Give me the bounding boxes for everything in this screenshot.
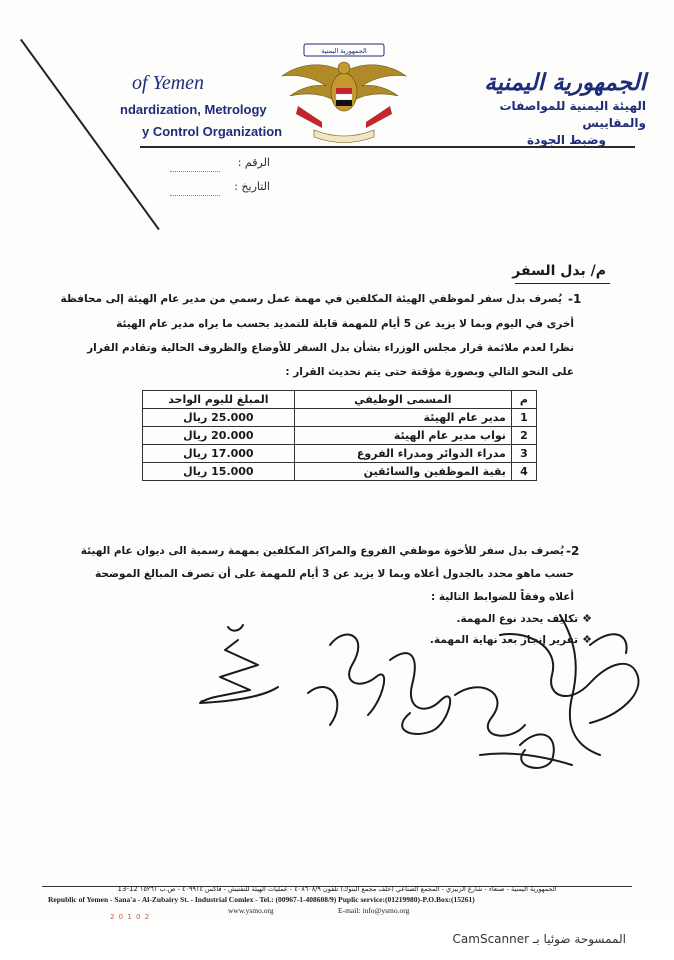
row-job-title: مدراء الدوائر ومدراء الفروع — [294, 445, 511, 463]
page-edge-line — [20, 39, 160, 230]
item-2-line-2: حسب ماهو محدد بالجدول أعلاه وبما لا يزيد عن 3 أيام للمهمة على أن تصرف المبالغ الموضحة — [94, 568, 574, 580]
row-job-title: نواب مدير عام الهيئة — [294, 427, 511, 445]
ref-number-label: الرقم : — [237, 156, 270, 169]
row-number: 3 — [511, 445, 536, 463]
row-number: 4 — [511, 463, 536, 481]
arabic-org-line-1: الهيئة اليمنية للمواصفات والمقاييس — [499, 99, 646, 130]
row-number: 1 — [511, 409, 536, 427]
item-1-line-2: أخرى في اليوم وبما لا يزيد عن 5 أيام للمهمة قابلة للتمديد بحسب ما يراه مدير عام الهيئة — [116, 318, 574, 330]
item-1-line-4: على النحو التالي وبصورة مؤقتة حتى يتم تحديث القرار : — [285, 366, 574, 378]
item-1-line-1: يُصرف بدل سفر لموظفي الهيئة المكلفين في مهمة عمل رسمي من مدير عام الهيئة إلى محافظة — [60, 293, 562, 305]
camscanner-watermark-bar — [0, 922, 674, 960]
item-1-number: -1 — [568, 292, 582, 306]
item-2-line-1: يُصرف بدل سفر للأخوة موظفي الفروع والمراكز المكلفين بمهمة رسمية الى ديوان عام الهيئة — [80, 545, 564, 557]
table-row — [143, 409, 537, 427]
item-1-line-3: نظرا لعدم ملائمة قرار مجلس الوزراء بشأن بدل السفر للأوضاع والظروف الحالية وتقادم القرار — [87, 342, 574, 354]
handwritten-signatures — [180, 605, 650, 770]
footer-website: www.ysmo.org — [228, 906, 274, 915]
footer-stamp-fragment: 2 0 1 0 2 — [110, 913, 151, 921]
arabic-country-name: الجمهورية اليمنية — [484, 70, 646, 96]
english-org-line-1: ndardization, Metrology — [120, 102, 267, 117]
table-row — [143, 445, 537, 463]
item-2-number: -2 — [566, 544, 580, 558]
date-field-line — [170, 195, 220, 196]
row-amount: 17.000 ريال — [143, 445, 295, 463]
header-job-title: المسمى الوظيفي — [294, 391, 511, 409]
table-row — [143, 427, 537, 445]
footer-english-address: Republic of Yemen - Sana'a - Al-Zubairy St. - Industrial Comlex - Tel.: (00967-1-408608/9) Puplic service:(01219980)-P.O.Box:(15261) — [48, 895, 475, 904]
row-amount: 25.000 ريال — [143, 409, 295, 427]
row-amount: 20.000 ريال — [143, 427, 295, 445]
row-job-title: بقية الموظفين والسائقين — [294, 463, 511, 481]
item-2-line-3: أعلاه وفقاً للضوابط التالية : — [431, 591, 574, 603]
footer-arabic-text: الجمهورية اليمنية - صنعاء - شارع الزبيري - المجمع الصناعي (خلف مجمع البنوك) تلفون ٤٠٨٦٠٨/٩ - عمليات الهيئة للتفتيش - فاكس ٤٠٩٩١٤ - ص.ب ١٥٢٦١ — [139, 885, 557, 893]
footer-arabic-address — [42, 885, 632, 893]
subject-underline — [515, 283, 610, 284]
row-job-title: مدير عام الهيئة — [294, 409, 511, 427]
english-org-line-2: y Control Organization — [142, 124, 283, 139]
table-header-row — [143, 391, 537, 409]
header-divider — [140, 146, 635, 148]
emblem-banner-text: الجمهورية اليمنية — [321, 47, 367, 55]
bullet-diamond-icon: ❖ — [582, 633, 592, 646]
bullet-2-text: تقرير إنجاز بعد نهاية المهمة. — [429, 634, 579, 646]
travel-allowance-table — [142, 390, 537, 481]
arabic-org-line-2: وضبط الجودة — [526, 133, 606, 147]
row-amount: 15.000 ريال — [143, 463, 295, 481]
arabic-letterhead — [446, 68, 646, 149]
date-label: التاريخ : — [234, 180, 270, 193]
row-number: 2 — [511, 427, 536, 445]
camscanner-label: الممسوحة ضوئيا بـ CamScanner — [452, 932, 626, 946]
bullet-1-text: تكليف يحدد نوع المهمة. — [456, 613, 579, 625]
header-daily-amount: المبلغ لليوم الواحد — [143, 391, 295, 409]
header-number: م — [511, 391, 536, 409]
yemen-eagle-emblem-icon — [278, 42, 410, 148]
english-country-name: of Yemen — [132, 72, 205, 94]
table-row — [143, 463, 537, 481]
ref-number-field-line — [170, 171, 220, 172]
letter-subject: م/ بدل السفر — [512, 263, 606, 279]
footer-page-marker: 12-13 — [117, 885, 138, 893]
footer-email: E-mail: info@ysmo.org — [338, 906, 410, 915]
bullet-diamond-icon: ❖ — [582, 612, 592, 625]
